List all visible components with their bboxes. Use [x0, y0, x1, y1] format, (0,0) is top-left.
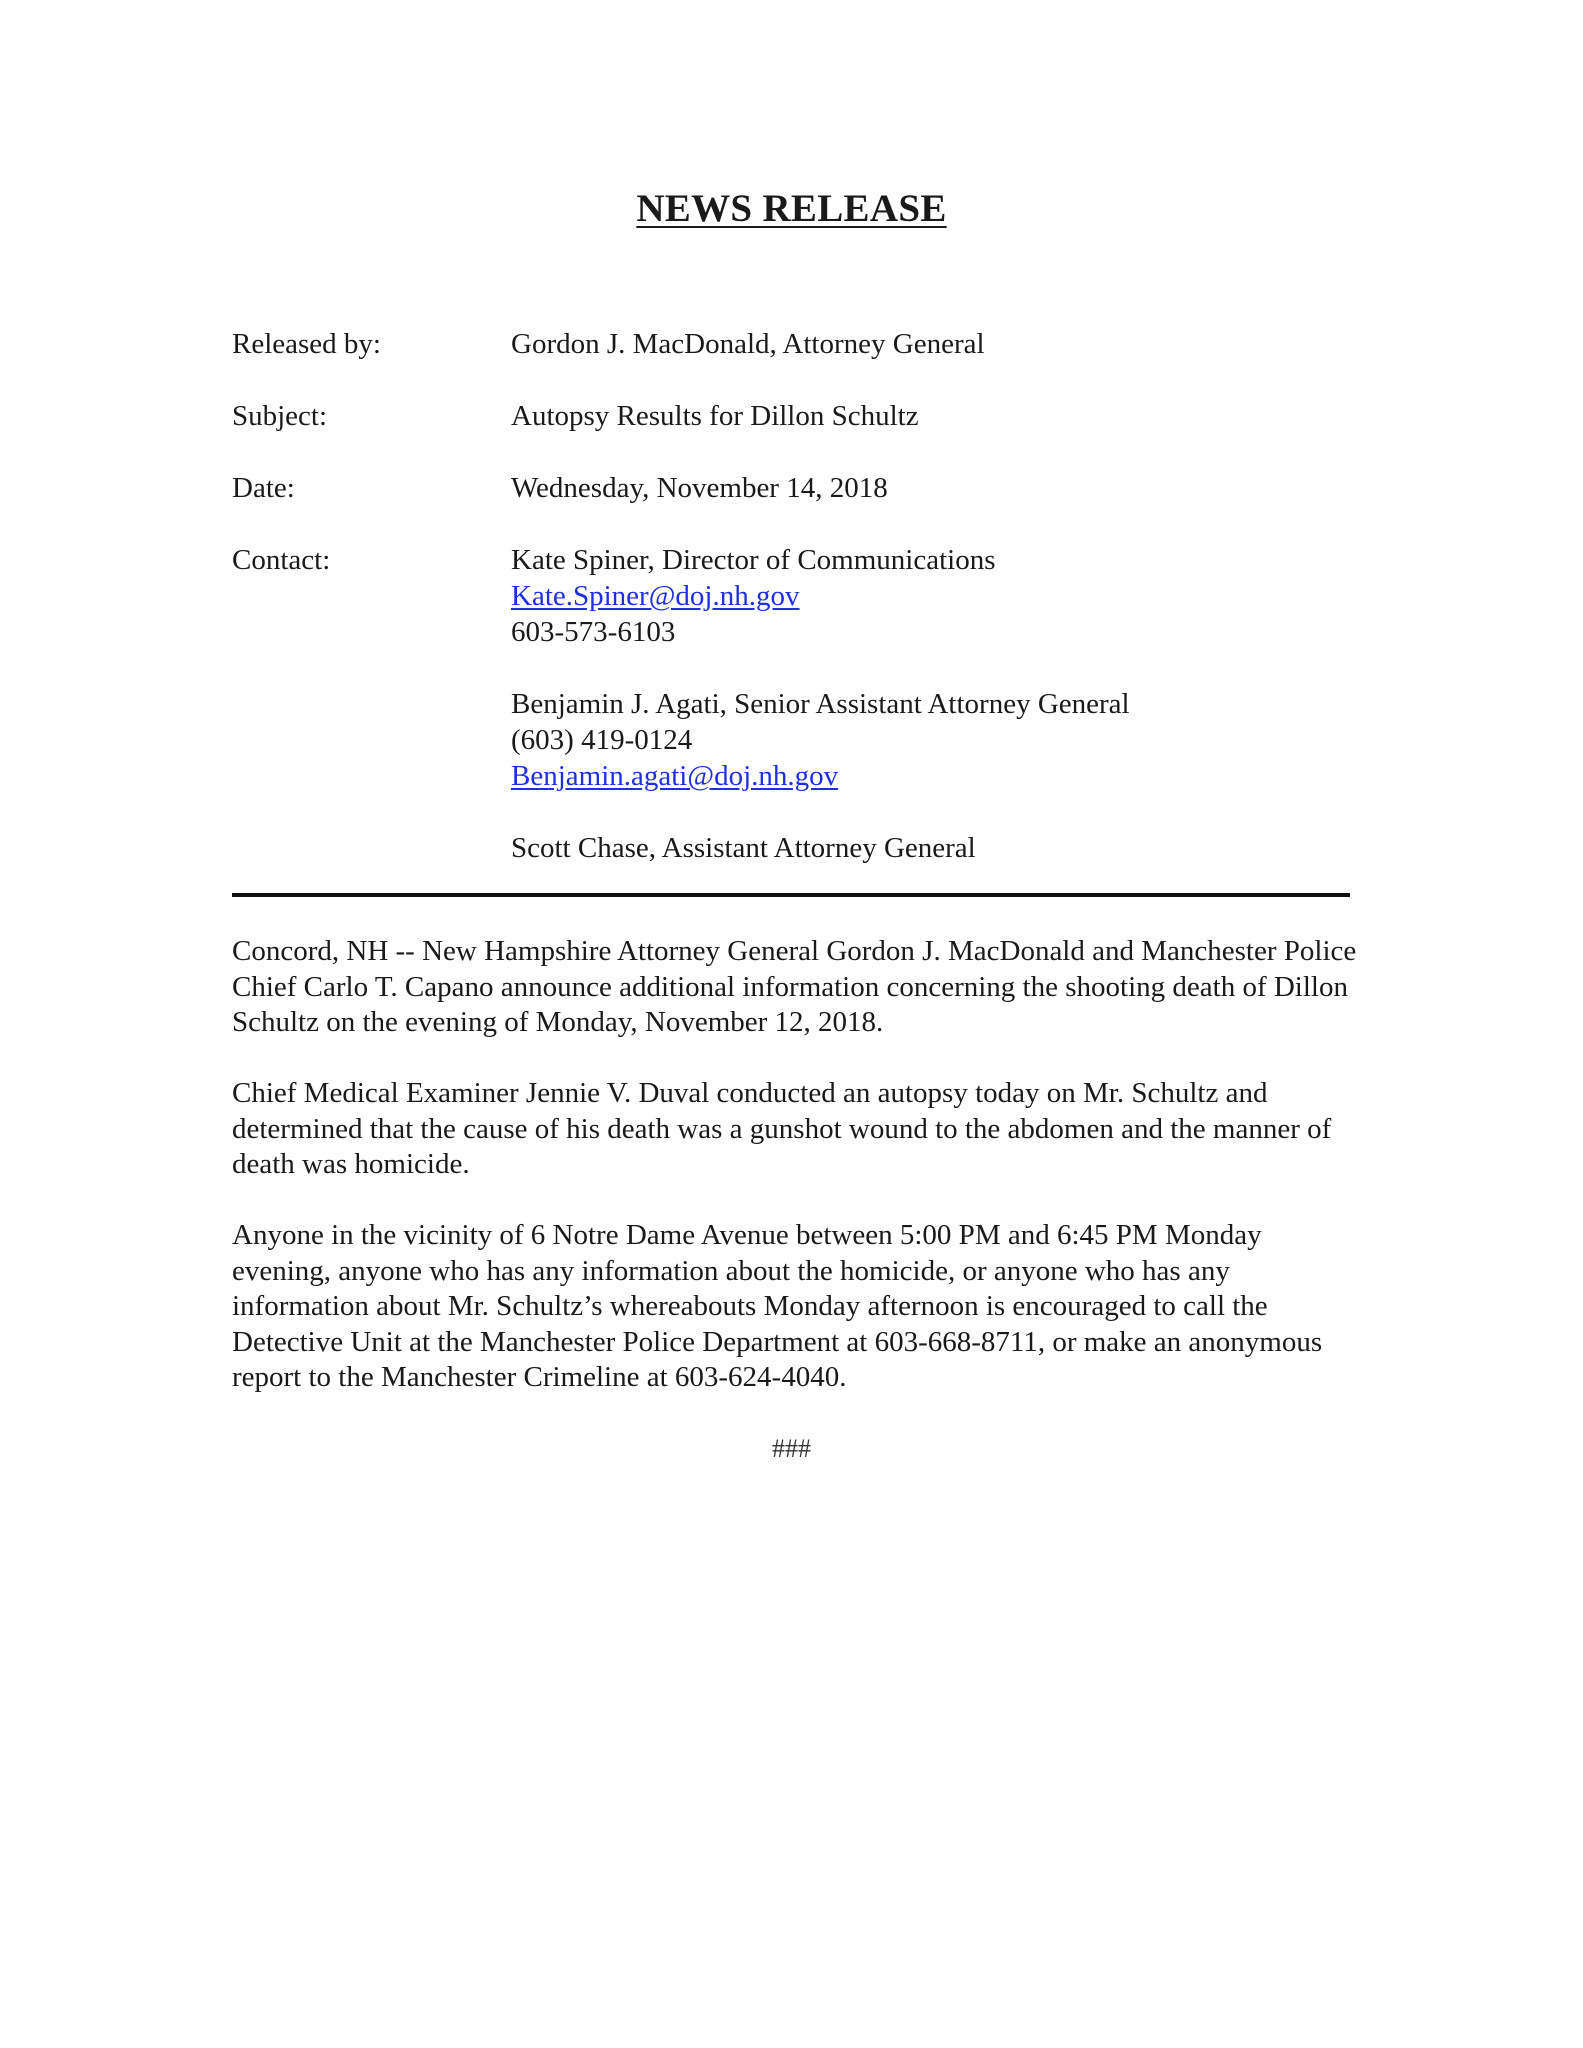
contact-phone: (603) 419-0124: [511, 724, 693, 756]
released-by-value: Gordon J. MacDonald, Attorney General: [511, 328, 985, 360]
contact-name: Kate Spiner, Director of Communications: [511, 544, 996, 576]
contact-label: Contact:: [232, 544, 331, 576]
contact-name: Scott Chase, Assistant Attorney General: [511, 832, 976, 864]
contact-entry: [511, 686, 1382, 794]
horizontal-divider: [232, 893, 1350, 897]
date-label: Date:: [232, 472, 295, 504]
contact-row: [232, 542, 1382, 866]
body-paragraph: Anyone in the vicinity of 6 Notre Dame Avenue between 5:00 PM and 6:45 PM Monday evening, anyone who has any information about the homicide, or anyone who has any information about Mr. Schultz’s whereabouts Monday afternoon is encouraged to call the Detective Unit at the Manchester Police Department at 603-668-8711, or make an anonymous report to the Manchester Crimeline at 603-624-4040.: [232, 1219, 1323, 1393]
body-paragraph: Concord, NH -- New Hampshire Attorney General Gordon J. MacDonald and Manchester Police Chief Carlo T. Capano announce additional information concerning the shooting death of Dillon Schultz on the evening of Monday, November 12, 2018.: [232, 935, 1357, 1038]
contact-entry: [511, 830, 1382, 866]
subject-value: Autopsy Results for Dillon Schultz: [511, 400, 919, 432]
page-title: NEWS RELEASE: [636, 187, 947, 230]
release-metadata: [232, 326, 1382, 866]
released-by-row: [232, 326, 1382, 362]
contact-list: [511, 542, 1382, 866]
end-mark: ###: [772, 1434, 811, 1463]
date-value: Wednesday, November 14, 2018: [511, 472, 888, 504]
release-body: [232, 934, 1362, 1431]
contact-phone: 603-573-6103: [511, 616, 676, 648]
subject-row: [232, 398, 1382, 434]
contact-email-link[interactable]: Kate.Spiner@doj.nh.gov: [511, 580, 800, 612]
contact-entry: [511, 542, 1382, 650]
contact-name: Benjamin J. Agati, Senior Assistant Attorney General: [511, 688, 1130, 720]
date-row: [232, 470, 1382, 506]
subject-label: Subject:: [232, 400, 328, 432]
contact-email-link[interactable]: Benjamin.agati@doj.nh.gov: [511, 760, 839, 792]
released-by-label: Released by:: [232, 328, 381, 360]
body-paragraph: Chief Medical Examiner Jennie V. Duval conducted an autopsy today on Mr. Schultz and determined that the cause of his death was a gunshot wound to the abdomen and the manner of death was homicide.: [232, 1077, 1332, 1180]
